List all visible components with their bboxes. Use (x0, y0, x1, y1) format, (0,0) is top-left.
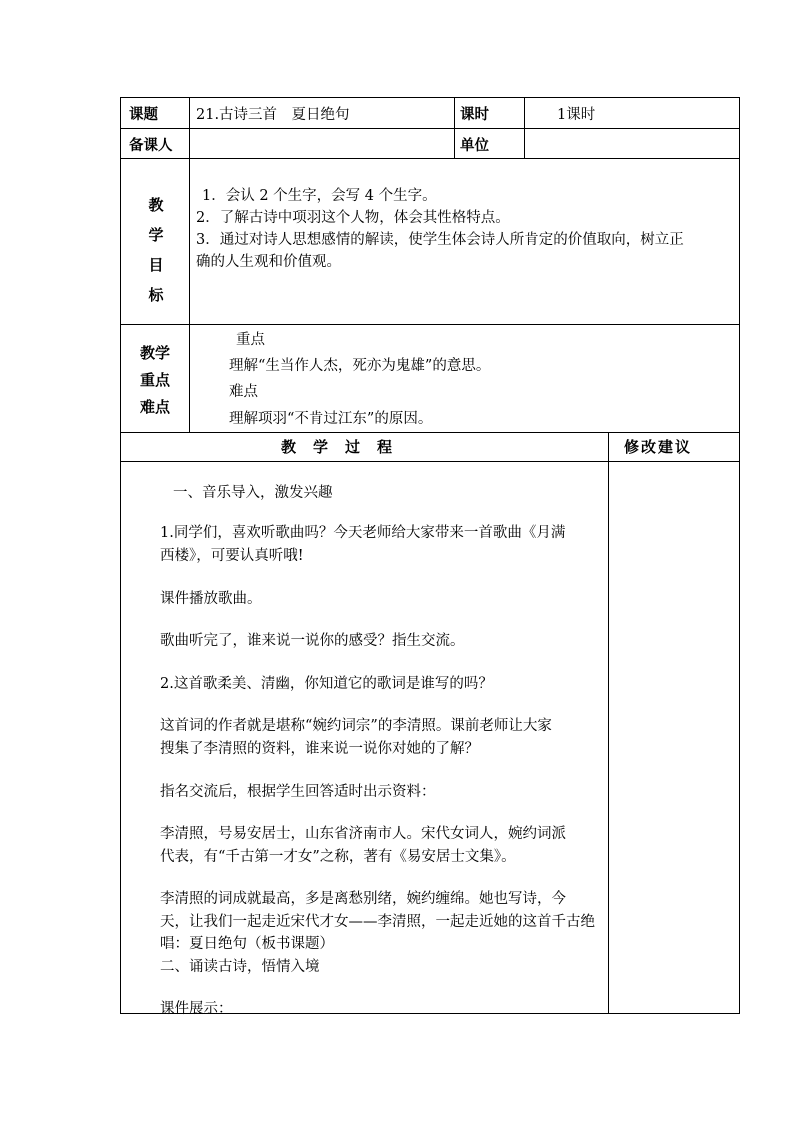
process-paragraph-line: 天，让我们一起走近宋代才女——李清照，一起走近她的这首千古绝 (160, 914, 595, 930)
objectives-label-char: 目 (148, 256, 164, 274)
table-row-divider (120, 324, 740, 325)
objective-item: 2．了解古诗中项羽这个人物，体会其性格特点。 (196, 210, 510, 226)
table-col-divider (189, 97, 190, 159)
table-col-divider (454, 97, 455, 159)
objective-item: 1．会认 2 个生字，会写 4 个生字。 (202, 188, 437, 204)
process-heading: 一、音乐导入，激发兴趣 (173, 485, 333, 501)
table-row-divider (120, 461, 740, 462)
unit-label: 单位 (460, 137, 489, 154)
difficulty-label: 难点 (229, 384, 258, 400)
process-paragraph-line: 指名交流后，根据学生回答适时出示资料： (160, 784, 436, 800)
process-paragraph-line: 唱：夏日绝句（板书课题） (160, 936, 334, 952)
objectives-label (136, 190, 176, 310)
key-points-label-line: 重点 (139, 371, 170, 389)
key-points-label-line: 教学 (139, 344, 170, 362)
objectives-label-char: 标 (148, 286, 164, 304)
process-paragraph-line: 课件展示： (160, 1001, 233, 1017)
topic-label: 课题 (129, 106, 158, 123)
process-paragraph-line: 搜集了李清照的资料，谁来说一说你对她的了解？ (160, 741, 479, 757)
process-paragraph-line: 1.同学们，喜欢听歌曲吗？今天老师给大家带来一首歌曲《月满 (160, 525, 566, 541)
period-label: 课时 (460, 106, 489, 123)
table-border-top (120, 97, 740, 98)
process-paragraph-line: 代表，有“千古第一才女”之称，著有《易安居士文集》。 (160, 849, 516, 865)
process-paragraph-line: 2.这首歌柔美、清幽，你知道它的歌词是谁写的吗？ (160, 676, 493, 692)
difficulty-text: 理解项羽“不肯过江东”的原因。 (229, 411, 433, 427)
key-points-label (129, 340, 181, 421)
objective-item: 确的人生观和价值观。 (196, 254, 341, 270)
suggestion-header: 修改建议 (624, 438, 693, 456)
table-border-left (120, 97, 121, 1014)
table-row-divider (120, 432, 740, 433)
process-header: 教 学 过 程 (281, 438, 394, 456)
focus-text: 理解“生当作人杰，死亦为鬼雄”的意思。 (229, 358, 491, 374)
objective-item: 3．通过对诗人思想感情的解读，使学生体会诗人所肯定的价值取向，树立正 (196, 232, 684, 248)
process-heading: 二、诵读古诗，悟情入境 (160, 959, 320, 975)
key-points-label-line: 难点 (139, 398, 170, 416)
process-paragraph-line: 歌曲听完了，谁来说一说你的感受？指生交流。 (160, 633, 465, 649)
process-paragraph-line: 西楼》，可要认真听哦! (160, 548, 304, 564)
table-row-divider (120, 158, 740, 159)
table-col-divider (524, 97, 525, 159)
objectives-label-char: 教 (148, 196, 164, 214)
preparer-label: 备课人 (129, 137, 173, 154)
objectives-label-char: 学 (148, 226, 164, 244)
table-col-divider (189, 158, 190, 433)
table-border-right (739, 97, 740, 1014)
topic-value: 21.古诗三首 夏日绝句 (196, 107, 350, 123)
focus-label: 重点 (236, 332, 265, 348)
process-paragraph-line: 这首词的作者就是堪称“婉约词宗”的李清照。课前老师让大家 (160, 718, 552, 734)
period-value: 1课时 (557, 107, 596, 123)
table-col-divider (608, 432, 609, 1014)
process-paragraph-line: 课件播放歌曲。 (160, 591, 262, 607)
process-paragraph-line: 李清照，号易安居士，山东省济南市人。宋代女词人，婉约词派 (160, 826, 566, 842)
process-paragraph-line: 李清照的词成就最高，多是离愁别绪，婉约缠绵。她也写诗，今 (160, 891, 566, 907)
table-row-divider (120, 128, 740, 129)
